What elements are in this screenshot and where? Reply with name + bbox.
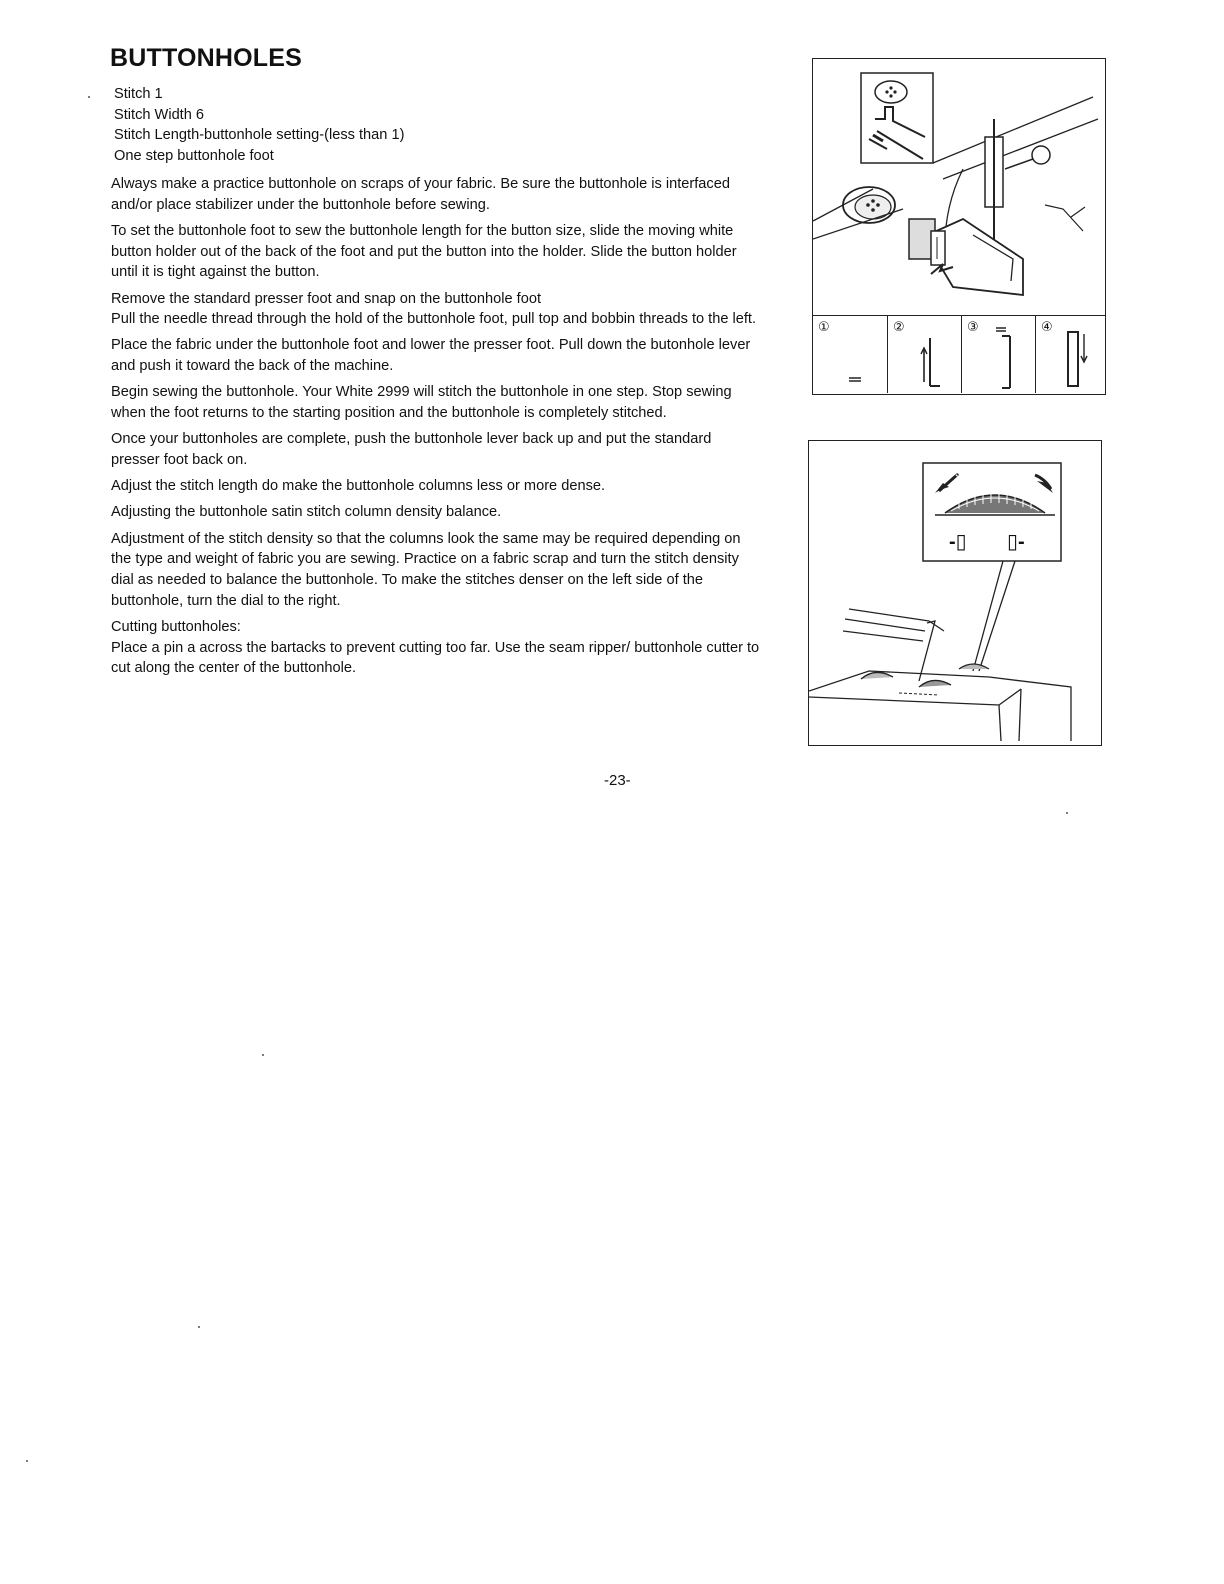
setting-stitch: Stitch 1 bbox=[114, 86, 163, 102]
dial-right-mark: ▯- bbox=[1007, 531, 1025, 553]
step-2-stitch-icon bbox=[888, 316, 962, 393]
paragraph-begin-sewing: Begin sewing the buttonhole. Your White 2999 will stitch the buttonhole in one step. Stop sewing when the foot returns to the starting position and the buttonhole is completely stitched. bbox=[111, 384, 732, 422]
scan-speck bbox=[88, 96, 90, 98]
buttonhole-foot-illustration bbox=[813, 59, 1105, 317]
paragraph-adjust-length: Adjust the stitch length do make the buttonhole columns less or more dense. bbox=[111, 478, 606, 495]
setting-width: Stitch Width 6 bbox=[114, 106, 205, 123]
page-title: BUTTONHOLES bbox=[110, 44, 303, 72]
step-3-cell bbox=[961, 316, 1036, 393]
step-3-number: ③ bbox=[967, 319, 979, 334]
scan-speck bbox=[26, 1460, 28, 1462]
density-dial-illustration bbox=[809, 441, 1101, 745]
paragraph-density-heading: Adjusting the buttonhole satin stitch column density balance. bbox=[111, 504, 502, 521]
step-row-divider bbox=[813, 315, 1105, 316]
buttonhole-foot-figure bbox=[812, 58, 1106, 395]
scan-speck bbox=[262, 1054, 264, 1056]
paragraph-density: Adjustment of the stitch density so that the columns look the same may be required depending on the type and weight of fabric you are sewing. Practice on a fabric scrap and turn the stitch density dial as needed to balance the buttonhole. To make the stitches denser on the left side of the buttonhole, turn the dial to the right. bbox=[111, 530, 741, 609]
step-1-stitch-icon bbox=[813, 316, 887, 393]
step-4-cell bbox=[1035, 316, 1106, 393]
step-2-number: ② bbox=[893, 319, 905, 334]
paragraph-complete: Once your buttonholes are complete, push the buttonhole lever back up and put the standard presser foot back on. bbox=[111, 431, 712, 468]
scan-speck bbox=[198, 1326, 200, 1328]
stitch-settings bbox=[114, 84, 754, 166]
step-3-stitch-icon bbox=[962, 316, 1036, 393]
paragraph-practice: Always make a practice buttonhole on scraps of your fabric. Be sure the buttonhole is interfaced and/or place stabilizer under the buttonhole before sewing. bbox=[111, 176, 730, 213]
step-4-stitch-icon bbox=[1036, 316, 1106, 393]
page-number: -23- bbox=[604, 772, 631, 789]
setting-length: Stitch Length-buttonhole setting-(less than 1) bbox=[114, 127, 405, 144]
step-2-cell bbox=[887, 316, 962, 393]
scan-speck bbox=[1066, 812, 1068, 814]
density-dial-figure bbox=[808, 440, 1102, 746]
paragraph-place-fabric: Place the fabric under the buttonhole foot and lower the presser foot. Pull down the butonhole lever and push it toward the back of the machine. bbox=[111, 337, 751, 375]
step-1-number: ① bbox=[818, 319, 830, 334]
step-1-cell bbox=[813, 316, 887, 393]
instructions bbox=[111, 174, 761, 684]
setting-foot: One step buttonhole foot bbox=[114, 147, 274, 164]
dial-left-mark: -▯ bbox=[949, 531, 967, 553]
step-4-number: ④ bbox=[1041, 319, 1053, 334]
paragraph-set-foot: To set the buttonhole foot to sew the buttonhole length for the button size, slide the moving white button holder out of the back of the foot and put the button into the holder. Slide the button holder until it is tight against the button. bbox=[111, 222, 737, 281]
paragraph-remove-foot: Remove the standard presser foot and snap on the buttonhole foot Pull the needle thread through the hold of the buttonhole foot, pull top and bobbin threads to the left. bbox=[111, 290, 757, 328]
paragraph-cutting: Cutting buttonholes: Place a pin a across the bartacks to prevent cutting too far. Use the seam ripper/ buttonhole cutter to cut along the center of the buttonhole. bbox=[111, 618, 760, 677]
